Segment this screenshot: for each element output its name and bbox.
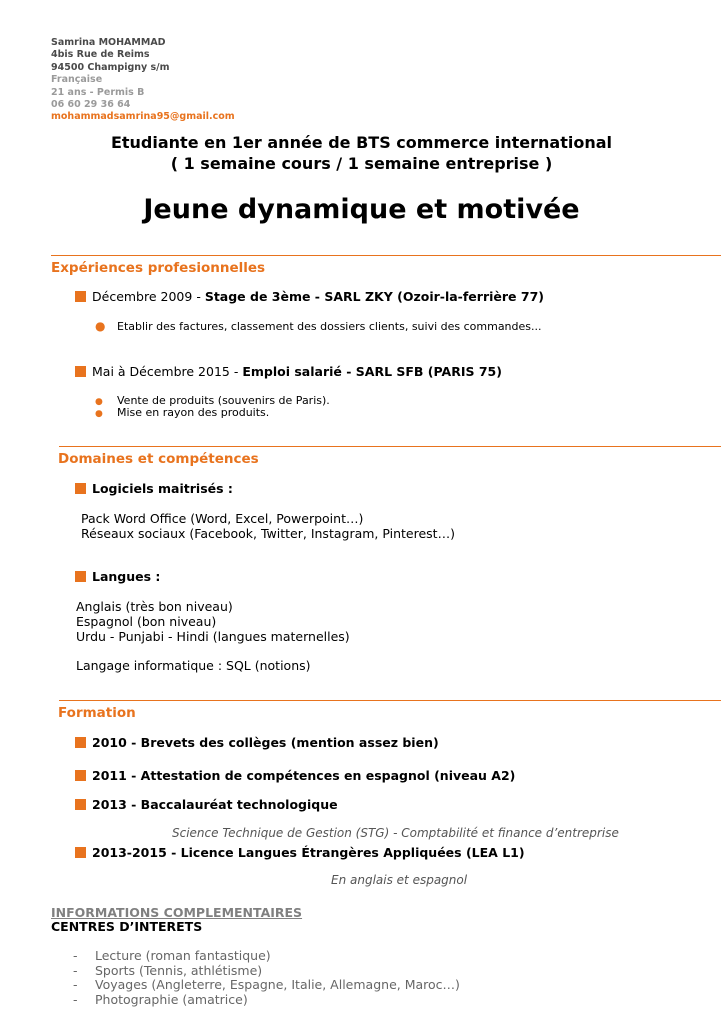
formation-item-detail: Science Technique de Gestion (STG) - Comptabilité et finance d’entreprise xyxy=(172,826,619,840)
contact-email[interactable]: mohammadsamrina95@gmail.com xyxy=(51,111,235,123)
skills-languages-label: Langues : xyxy=(92,569,161,584)
orange-square-icon xyxy=(75,366,86,377)
hobby-text: Voyages (Angleterre, Espagne, Italie, Allemagne, Maroc…) xyxy=(95,977,460,993)
formation-item-text: 2011 - Attestation de compétences en espagnol (niveau A2) xyxy=(92,768,516,783)
contact-address-line2: 94500 Champigny s/m xyxy=(51,61,170,73)
language-item: Urdu - Punjabi - Hindi (langues maternelles) xyxy=(76,629,350,644)
experience-entry-1 xyxy=(75,289,544,304)
section-title-formation: Formation xyxy=(58,705,136,721)
orange-square-icon xyxy=(75,770,86,781)
hobby-text: Photographie (amatrice) xyxy=(95,991,248,1007)
dash-bullet: - xyxy=(73,991,78,1007)
dash-bullet: - xyxy=(73,977,78,993)
section-title-info: INFORMATIONS COMPLEMENTAIRES xyxy=(51,905,303,920)
formation-item xyxy=(75,845,525,860)
hobbies-list xyxy=(73,949,460,1007)
hobby-text: Sports (Tennis, athlétisme) xyxy=(95,962,263,978)
dash-bullet: - xyxy=(73,962,78,978)
skills-languages-list xyxy=(76,599,350,644)
contact-age-license: 21 ans - Permis B xyxy=(51,86,145,98)
experience-date: Mai à Décembre 2015 xyxy=(92,364,230,379)
hobby-text: Lecture (roman fantastique) xyxy=(95,948,271,963)
divider-formation xyxy=(59,700,721,701)
experience-role: Emploi salarié - SARL SFB (PARIS 75) xyxy=(242,364,502,379)
skills-software-heading xyxy=(75,481,233,496)
header-subtitle-2: ( 1 semaine cours / 1 semaine entreprise ) xyxy=(170,154,553,173)
info-subtitle-interests: CENTRES D’INTERETS xyxy=(51,919,203,934)
contact-nationality: Française xyxy=(51,74,103,86)
hobby-item xyxy=(73,949,460,964)
experience-separator: - xyxy=(229,364,243,379)
orange-square-icon xyxy=(75,571,86,582)
contact-address-line1: 4bis Rue de Reims xyxy=(51,49,150,61)
orange-square-icon xyxy=(75,483,86,494)
contact-phone: 06 60 29 36 64 xyxy=(51,99,131,111)
orange-square-icon xyxy=(75,291,86,302)
contact-name: Samrina MOHAMMAD xyxy=(51,37,166,48)
hobby-item xyxy=(73,978,460,993)
experience-bullet xyxy=(95,319,542,333)
bullet-dot-icon: ● xyxy=(95,397,103,407)
experience-bullet-text: Etablir des factures, classement des dossiers clients, suivi des commandes... xyxy=(117,320,542,333)
bullet-dot-icon: ● xyxy=(95,409,103,419)
orange-square-icon xyxy=(75,847,86,858)
skills-software-list xyxy=(81,511,455,541)
formation-item-text: 2010 - Brevets des collèges (mention assez bien) xyxy=(92,735,439,750)
experience-date: Décembre 2009 xyxy=(92,289,193,304)
software-item: Réseaux sociaux (Facebook, Twitter, Instagram, Pinterest…) xyxy=(81,526,455,541)
skills-languages-heading xyxy=(75,569,160,584)
skills-programming: Langage informatique : SQL (notions) xyxy=(76,658,311,673)
formation-item xyxy=(75,768,515,783)
software-item: Pack Word Office (Word, Excel, Powerpoint…) xyxy=(81,511,364,526)
section-title-skills: Domaines et compétences xyxy=(58,451,259,467)
formation-item xyxy=(75,735,439,750)
experience-role: Stage de 3ème - SARL ZKY (Ozoir-la-ferrière 77) xyxy=(204,289,544,304)
divider-experiences xyxy=(51,255,721,256)
hobby-item xyxy=(73,993,460,1008)
formation-item xyxy=(75,797,338,812)
formation-item-text: 2013-2015 - Licence Langues Étrangères Appliquées (LEA L1) xyxy=(92,845,525,860)
language-item: Anglais (très bon niveau) xyxy=(76,599,233,614)
language-item: Espagnol (bon niveau) xyxy=(76,614,217,629)
header-subtitle-1: Etudiante en 1er année de BTS commerce international xyxy=(110,133,613,152)
skills-software-label: Logiciels maitrisés : xyxy=(92,481,233,496)
experience-bullet xyxy=(95,406,269,419)
bullet-dot-icon: ● xyxy=(95,319,106,333)
hobby-item xyxy=(73,964,460,979)
dash-bullet: - xyxy=(73,948,78,963)
experience-entry-2 xyxy=(75,364,502,379)
experience-bullet-text: Vente de produits (souvenirs de Paris). xyxy=(117,394,330,407)
divider-skills xyxy=(59,446,721,447)
formation-item-detail: En anglais et espagnol xyxy=(331,873,468,887)
page-headline: Jeune dynamique et motivée xyxy=(143,194,580,225)
experience-bullet-text: Mise en rayon des produits. xyxy=(117,406,270,419)
contact-block xyxy=(51,37,235,124)
orange-square-icon xyxy=(75,737,86,748)
section-title-experiences: Expériences profesionnelles xyxy=(51,260,266,276)
experience-separator: - xyxy=(192,289,205,304)
orange-square-icon xyxy=(75,799,86,810)
formation-item-text: 2013 - Baccalauréat technologique xyxy=(92,797,338,812)
